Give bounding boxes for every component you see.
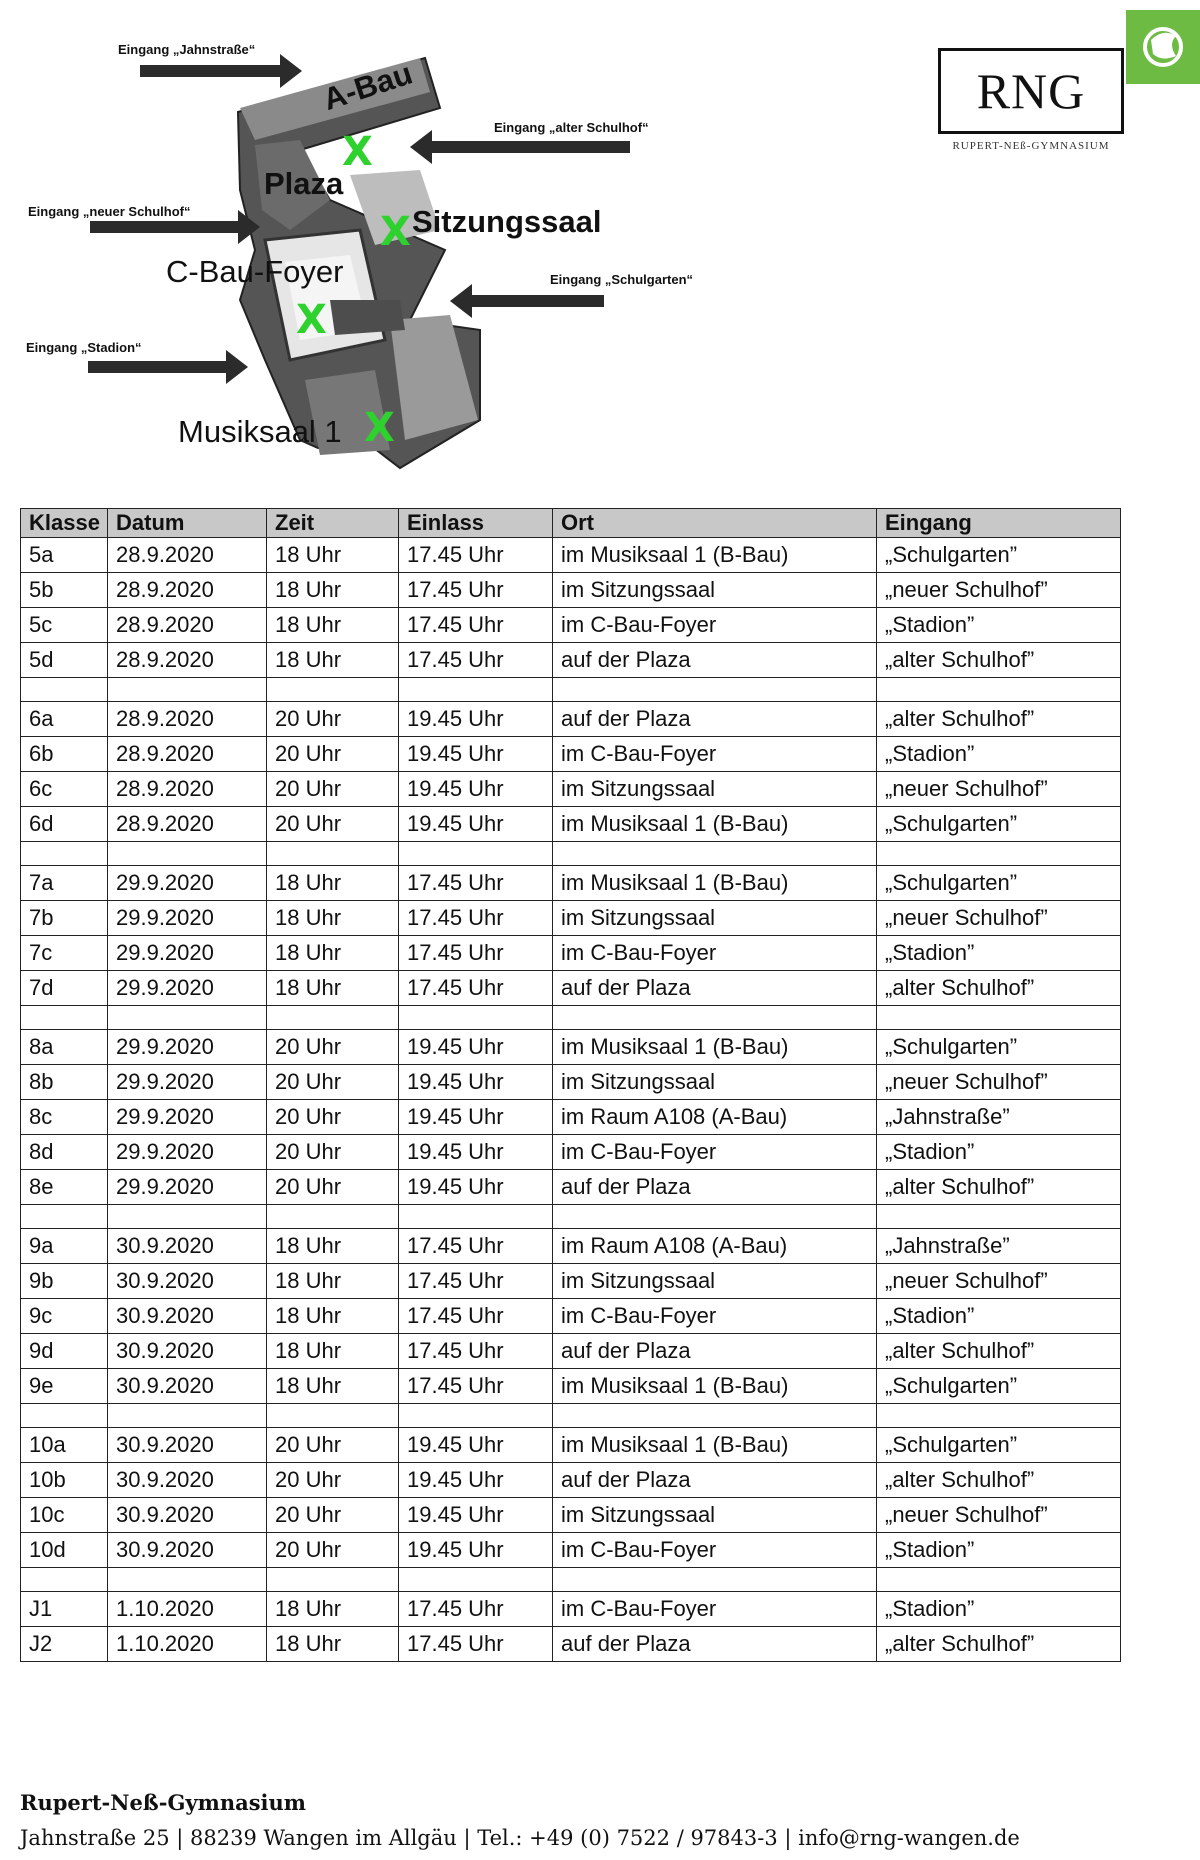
table-row	[21, 936, 1121, 971]
cell-ort: im Raum A108 (A-Bau)	[553, 1100, 877, 1135]
cell-datum: 30.9.2020	[108, 1334, 267, 1369]
empty-cell	[267, 1568, 399, 1592]
table-row	[21, 1229, 1121, 1264]
entrance-label-schulgarten: Eingang „Schulgarten“	[550, 272, 694, 287]
cell-zeit: 18 Uhr	[267, 1264, 399, 1299]
cell-einlass: 19.45 Uhr	[399, 1135, 553, 1170]
cell-eingang: „alter Schulhof”	[877, 1334, 1121, 1369]
cell-zeit: 18 Uhr	[267, 573, 399, 608]
cell-datum: 29.9.2020	[108, 1100, 267, 1135]
empty-cell	[267, 678, 399, 702]
cell-datum: 30.9.2020	[108, 1264, 267, 1299]
cell-datum: 1.10.2020	[108, 1592, 267, 1627]
table-spacer-row	[21, 1006, 1121, 1030]
cell-ort: auf der Plaza	[553, 1170, 877, 1205]
cell-klasse: J2	[21, 1627, 108, 1662]
entrance-label-stadion: Eingang „Stadion“	[26, 340, 142, 355]
cell-datum: 30.9.2020	[108, 1533, 267, 1568]
cell-einlass: 17.45 Uhr	[399, 573, 553, 608]
cell-klasse: 6c	[21, 772, 108, 807]
cell-datum: 29.9.2020	[108, 936, 267, 971]
cell-eingang: „neuer Schulhof”	[877, 1264, 1121, 1299]
table-row	[21, 1100, 1121, 1135]
table-row	[21, 1627, 1121, 1662]
table-row	[21, 807, 1121, 842]
cell-zeit: 18 Uhr	[267, 1369, 399, 1404]
cell-zeit: 18 Uhr	[267, 608, 399, 643]
cell-klasse: 9d	[21, 1334, 108, 1369]
empty-cell	[21, 678, 108, 702]
cell-klasse: 5b	[21, 573, 108, 608]
cell-ort: im C-Bau-Foyer	[553, 608, 877, 643]
room-label-sitzungssaal: Sitzungssaal	[412, 204, 602, 239]
table-row	[21, 772, 1121, 807]
cell-eingang: „alter Schulhof”	[877, 1627, 1121, 1662]
cell-zeit: 18 Uhr	[267, 971, 399, 1006]
cell-ort: auf der Plaza	[553, 1627, 877, 1662]
cell-datum: 29.9.2020	[108, 1170, 267, 1205]
cell-datum: 28.9.2020	[108, 807, 267, 842]
cell-datum: 28.9.2020	[108, 608, 267, 643]
cell-ort: im Sitzungssaal	[553, 573, 877, 608]
cell-zeit: 20 Uhr	[267, 772, 399, 807]
empty-cell	[21, 842, 108, 866]
cell-einlass: 17.45 Uhr	[399, 1627, 553, 1662]
empty-cell	[553, 678, 877, 702]
empty-cell	[21, 1568, 108, 1592]
cell-ort: auf der Plaza	[553, 1463, 877, 1498]
cell-zeit: 20 Uhr	[267, 702, 399, 737]
cell-klasse: 5d	[21, 643, 108, 678]
cell-klasse: 7d	[21, 971, 108, 1006]
cell-eingang: „Stadion”	[877, 1299, 1121, 1334]
cell-einlass: 17.45 Uhr	[399, 1264, 553, 1299]
cell-klasse: 6d	[21, 807, 108, 842]
cell-ort: im Sitzungssaal	[553, 901, 877, 936]
cell-eingang: „Stadion”	[877, 1533, 1121, 1568]
cell-ort: im Musiksaal 1 (B-Bau)	[553, 866, 877, 901]
logo-corner-badge	[1126, 10, 1200, 84]
cell-ort: im C-Bau-Foyer	[553, 1533, 877, 1568]
cell-eingang: „Jahnstraße”	[877, 1100, 1121, 1135]
marker-sitzungssaal: X	[380, 209, 411, 255]
cell-zeit: 20 Uhr	[267, 1463, 399, 1498]
cell-eingang: „alter Schulhof”	[877, 971, 1121, 1006]
room-label-musiksaal: Musiksaal 1	[178, 414, 342, 449]
entrance-label-jahnstrasse: Eingang „Jahnstraße“	[118, 42, 256, 57]
cell-eingang: „Schulgarten”	[877, 1428, 1121, 1463]
schedule-table	[20, 508, 1121, 1662]
cell-datum: 30.9.2020	[108, 1229, 267, 1264]
empty-cell	[108, 842, 267, 866]
cell-ort: im C-Bau-Foyer	[553, 1135, 877, 1170]
cell-datum: 30.9.2020	[108, 1498, 267, 1533]
empty-cell	[877, 1568, 1121, 1592]
cell-klasse: 7c	[21, 936, 108, 971]
column-header-klasse: Klasse	[21, 509, 108, 538]
cell-eingang: „neuer Schulhof”	[877, 772, 1121, 807]
footer-school-name: Rupert-Neß-Gymnasium	[20, 1790, 306, 1815]
cell-datum: 29.9.2020	[108, 1065, 267, 1100]
cell-datum: 29.9.2020	[108, 901, 267, 936]
empty-cell	[553, 842, 877, 866]
empty-cell	[267, 1205, 399, 1229]
cell-datum: 28.9.2020	[108, 702, 267, 737]
logo-text: RNG	[976, 63, 1086, 119]
cell-einlass: 19.45 Uhr	[399, 1428, 553, 1463]
cell-eingang: „neuer Schulhof”	[877, 1065, 1121, 1100]
cell-einlass: 19.45 Uhr	[399, 1170, 553, 1205]
empty-cell	[877, 1205, 1121, 1229]
table-row	[21, 1065, 1121, 1100]
empty-cell	[399, 1568, 553, 1592]
cell-datum: 28.9.2020	[108, 737, 267, 772]
table-row	[21, 1299, 1121, 1334]
cell-eingang: „Schulgarten”	[877, 866, 1121, 901]
cell-datum: 28.9.2020	[108, 643, 267, 678]
cell-ort: im Musiksaal 1 (B-Bau)	[553, 1030, 877, 1065]
cell-zeit: 18 Uhr	[267, 643, 399, 678]
cell-ort: im Sitzungssaal	[553, 772, 877, 807]
table-row	[21, 1592, 1121, 1627]
empty-cell	[399, 1404, 553, 1428]
cell-klasse: 6b	[21, 737, 108, 772]
cell-eingang: „neuer Schulhof”	[877, 901, 1121, 936]
cell-ort: im Raum A108 (A-Bau)	[553, 1229, 877, 1264]
cell-ort: auf der Plaza	[553, 971, 877, 1006]
empty-cell	[108, 1404, 267, 1428]
cell-zeit: 20 Uhr	[267, 1428, 399, 1463]
cell-datum: 30.9.2020	[108, 1369, 267, 1404]
cell-ort: auf der Plaza	[553, 1334, 877, 1369]
cell-ort: im Sitzungssaal	[553, 1498, 877, 1533]
cell-zeit: 18 Uhr	[267, 1334, 399, 1369]
table-row	[21, 1135, 1121, 1170]
empty-cell	[21, 1404, 108, 1428]
cell-zeit: 18 Uhr	[267, 1229, 399, 1264]
cell-datum: 30.9.2020	[108, 1299, 267, 1334]
cell-ort: im C-Bau-Foyer	[553, 1299, 877, 1334]
cell-klasse: 6a	[21, 702, 108, 737]
cell-zeit: 20 Uhr	[267, 1135, 399, 1170]
cell-zeit: 18 Uhr	[267, 1627, 399, 1662]
cell-einlass: 17.45 Uhr	[399, 1592, 553, 1627]
empty-cell	[108, 1205, 267, 1229]
cell-einlass: 19.45 Uhr	[399, 1533, 553, 1568]
cell-eingang: „neuer Schulhof”	[877, 573, 1121, 608]
cell-klasse: 9a	[21, 1229, 108, 1264]
empty-cell	[399, 678, 553, 702]
empty-cell	[877, 1006, 1121, 1030]
cell-einlass: 17.45 Uhr	[399, 1229, 553, 1264]
cell-einlass: 19.45 Uhr	[399, 1498, 553, 1533]
cell-eingang: „Stadion”	[877, 936, 1121, 971]
cell-ort: im Musiksaal 1 (B-Bau)	[553, 1369, 877, 1404]
marker-musiksaal: X	[364, 405, 395, 451]
column-header-einlass: Einlass	[399, 509, 553, 538]
cell-einlass: 17.45 Uhr	[399, 1299, 553, 1334]
cell-ort: im Musiksaal 1 (B-Bau)	[553, 538, 877, 573]
arrow-alter-schulhof-icon	[410, 130, 630, 164]
cell-einlass: 17.45 Uhr	[399, 901, 553, 936]
cell-eingang: „Jahnstraße”	[877, 1229, 1121, 1264]
entrance-label-alter-schulhof: Eingang „alter Schulhof“	[494, 120, 649, 135]
cell-eingang: „Schulgarten”	[877, 538, 1121, 573]
cell-zeit: 20 Uhr	[267, 1498, 399, 1533]
cell-klasse: 10b	[21, 1463, 108, 1498]
logo-subtitle: RUPERT-NEß-GYMNASIUM	[952, 140, 1110, 152]
cell-einlass: 19.45 Uhr	[399, 1100, 553, 1135]
table-row	[21, 1498, 1121, 1533]
cell-ort: im C-Bau-Foyer	[553, 737, 877, 772]
cell-ort: im Musiksaal 1 (B-Bau)	[553, 1428, 877, 1463]
cell-ort: auf der Plaza	[553, 643, 877, 678]
cell-klasse: 10c	[21, 1498, 108, 1533]
cell-datum: 29.9.2020	[108, 971, 267, 1006]
empty-cell	[108, 1006, 267, 1030]
cell-zeit: 18 Uhr	[267, 901, 399, 936]
cell-einlass: 17.45 Uhr	[399, 608, 553, 643]
empty-cell	[877, 678, 1121, 702]
empty-cell	[21, 1205, 108, 1229]
cell-datum: 28.9.2020	[108, 538, 267, 573]
cell-klasse: 8c	[21, 1100, 108, 1135]
marker-plaza: X	[342, 129, 373, 175]
empty-cell	[553, 1205, 877, 1229]
cell-datum: 1.10.2020	[108, 1627, 267, 1662]
cell-zeit: 20 Uhr	[267, 1533, 399, 1568]
empty-cell	[553, 1006, 877, 1030]
table-body	[21, 538, 1121, 1662]
cell-zeit: 20 Uhr	[267, 1030, 399, 1065]
cell-eingang: „Stadion”	[877, 608, 1121, 643]
cell-einlass: 19.45 Uhr	[399, 1065, 553, 1100]
empty-cell	[399, 842, 553, 866]
site-map	[0, 0, 760, 480]
cell-einlass: 17.45 Uhr	[399, 538, 553, 573]
cell-zeit: 18 Uhr	[267, 936, 399, 971]
footer-address: Jahnstraße 25 | 88239 Wangen im Allgäu | Tel.: +49 (0) 7522 / 97843-3 | info@rng-wangen.de	[20, 1826, 1020, 1850]
cell-zeit: 18 Uhr	[267, 1592, 399, 1627]
table-spacer-row	[21, 678, 1121, 702]
empty-cell	[553, 1568, 877, 1592]
cell-datum: 29.9.2020	[108, 1030, 267, 1065]
cell-ort: im Sitzungssaal	[553, 1264, 877, 1299]
cell-klasse: 9b	[21, 1264, 108, 1299]
cell-klasse: 8e	[21, 1170, 108, 1205]
empty-cell	[21, 1006, 108, 1030]
cell-eingang: „neuer Schulhof”	[877, 1498, 1121, 1533]
table-row	[21, 1264, 1121, 1299]
cell-datum: 28.9.2020	[108, 573, 267, 608]
table-row	[21, 866, 1121, 901]
cell-datum: 28.9.2020	[108, 772, 267, 807]
cell-eingang: „Stadion”	[877, 737, 1121, 772]
cell-zeit: 18 Uhr	[267, 1299, 399, 1334]
cell-einlass: 19.45 Uhr	[399, 807, 553, 842]
logo	[938, 48, 1124, 134]
cell-einlass: 19.45 Uhr	[399, 702, 553, 737]
empty-cell	[267, 842, 399, 866]
cell-einlass: 17.45 Uhr	[399, 1369, 553, 1404]
cell-ort: im C-Bau-Foyer	[553, 936, 877, 971]
column-header-zeit: Zeit	[267, 509, 399, 538]
cell-zeit: 20 Uhr	[267, 1170, 399, 1205]
empty-cell	[553, 1404, 877, 1428]
cell-einlass: 19.45 Uhr	[399, 737, 553, 772]
arrow-jahnstrasse-icon	[140, 54, 302, 88]
cell-klasse: 7b	[21, 901, 108, 936]
table-spacer-row	[21, 1205, 1121, 1229]
cell-eingang: „alter Schulhof”	[877, 702, 1121, 737]
cell-datum: 30.9.2020	[108, 1428, 267, 1463]
table-spacer-row	[21, 1404, 1121, 1428]
empty-cell	[267, 1404, 399, 1428]
table-spacer-row	[21, 1568, 1121, 1592]
cell-klasse: 10d	[21, 1533, 108, 1568]
cell-einlass: 19.45 Uhr	[399, 772, 553, 807]
table-row	[21, 538, 1121, 573]
cell-zeit: 20 Uhr	[267, 737, 399, 772]
cell-klasse: 7a	[21, 866, 108, 901]
table-row	[21, 573, 1121, 608]
table-row	[21, 1428, 1121, 1463]
cell-ort: im Musiksaal 1 (B-Bau)	[553, 807, 877, 842]
griffin-icon	[1126, 10, 1200, 84]
cell-eingang: „Stadion”	[877, 1592, 1121, 1627]
cell-ort: im C-Bau-Foyer	[553, 1592, 877, 1627]
cell-zeit: 20 Uhr	[267, 1065, 399, 1100]
cell-einlass: 17.45 Uhr	[399, 1334, 553, 1369]
table-row	[21, 1369, 1121, 1404]
table-row	[21, 1533, 1121, 1568]
empty-cell	[108, 1568, 267, 1592]
cell-datum: 30.9.2020	[108, 1463, 267, 1498]
table-spacer-row	[21, 842, 1121, 866]
cell-einlass: 19.45 Uhr	[399, 1030, 553, 1065]
cell-eingang: „Stadion”	[877, 1135, 1121, 1170]
cell-eingang: „alter Schulhof”	[877, 1463, 1121, 1498]
table-header-row	[21, 509, 1121, 538]
table-row	[21, 1170, 1121, 1205]
entrance-label-neuer-schulhof: Eingang „neuer Schulhof“	[28, 204, 191, 219]
empty-cell	[108, 678, 267, 702]
table-row	[21, 608, 1121, 643]
table-row	[21, 737, 1121, 772]
cell-klasse: 5c	[21, 608, 108, 643]
room-label-a-bau: A-Bau	[318, 55, 417, 118]
cell-datum: 29.9.2020	[108, 866, 267, 901]
table-row	[21, 643, 1121, 678]
cell-klasse: 8b	[21, 1065, 108, 1100]
table-row	[21, 702, 1121, 737]
cell-einlass: 17.45 Uhr	[399, 643, 553, 678]
room-label-plaza: Plaza	[264, 166, 344, 201]
cell-datum: 29.9.2020	[108, 1135, 267, 1170]
cell-ort: im Sitzungssaal	[553, 1065, 877, 1100]
cell-einlass: 19.45 Uhr	[399, 1463, 553, 1498]
cell-einlass: 17.45 Uhr	[399, 866, 553, 901]
cell-eingang: „Schulgarten”	[877, 807, 1121, 842]
cell-klasse: 8a	[21, 1030, 108, 1065]
cell-klasse: 5a	[21, 538, 108, 573]
table-row	[21, 901, 1121, 936]
column-header-eingang: Eingang	[877, 509, 1121, 538]
cell-klasse: 10a	[21, 1428, 108, 1463]
cell-klasse: 9e	[21, 1369, 108, 1404]
table-row	[21, 1030, 1121, 1065]
room-label-c-bau-foyer: C-Bau-Foyer	[166, 254, 344, 289]
cell-zeit: 18 Uhr	[267, 538, 399, 573]
cell-einlass: 17.45 Uhr	[399, 971, 553, 1006]
cell-ort: auf der Plaza	[553, 702, 877, 737]
table-row	[21, 971, 1121, 1006]
empty-cell	[399, 1006, 553, 1030]
cell-eingang: „alter Schulhof”	[877, 643, 1121, 678]
table-row	[21, 1334, 1121, 1369]
cell-eingang: „alter Schulhof”	[877, 1170, 1121, 1205]
empty-cell	[877, 842, 1121, 866]
table-row	[21, 1463, 1121, 1498]
cell-einlass: 17.45 Uhr	[399, 936, 553, 971]
cell-eingang: „Schulgarten”	[877, 1030, 1121, 1065]
cell-klasse: J1	[21, 1592, 108, 1627]
cell-zeit: 18 Uhr	[267, 866, 399, 901]
empty-cell	[399, 1205, 553, 1229]
arrow-schulgarten-icon	[450, 284, 604, 318]
empty-cell	[267, 1006, 399, 1030]
column-header-ort: Ort	[553, 509, 877, 538]
cell-klasse: 8d	[21, 1135, 108, 1170]
cell-klasse: 9c	[21, 1299, 108, 1334]
marker-c-bau-foyer: X	[296, 297, 327, 343]
empty-cell	[877, 1404, 1121, 1428]
column-header-datum: Datum	[108, 509, 267, 538]
cell-zeit: 20 Uhr	[267, 807, 399, 842]
cell-eingang: „Schulgarten”	[877, 1369, 1121, 1404]
arrow-stadion-icon	[88, 350, 248, 384]
cell-zeit: 20 Uhr	[267, 1100, 399, 1135]
